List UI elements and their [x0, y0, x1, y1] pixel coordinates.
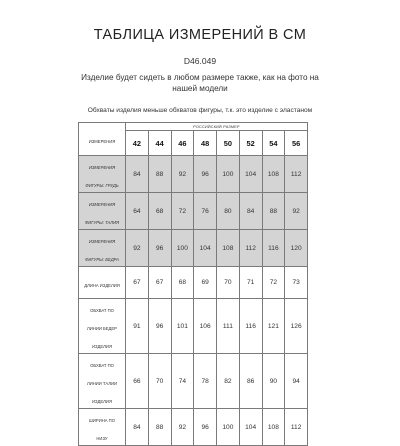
- fit-note: Изделие будет сидеть в любом размере также, как на фото на нашей модели: [81, 73, 319, 93]
- table-row: [79, 267, 308, 299]
- table-cell: 67: [148, 267, 171, 299]
- table-cell: 112: [285, 409, 308, 446]
- corner-label-text: ИЗМЕРЕНИЯ: [88, 139, 116, 144]
- table-cell: 104: [239, 409, 262, 446]
- table-cell: 100: [171, 230, 194, 267]
- table-cell: 96: [194, 156, 217, 193]
- size-table: [78, 122, 308, 446]
- table-cell: 106: [194, 299, 217, 354]
- table-cell: 64: [126, 193, 149, 230]
- stretch-note: Обхваты изделия меньше обхватов фигуры, т.к. это изделие с эластаном: [87, 107, 313, 114]
- row-label: ОБХВАТ ПО ЛИНИИ БЕДЕР ИЗДЕЛИЯ: [87, 308, 117, 349]
- row-label: ИЗМЕРЕНИЯ ФИГУРЫ: БЕДРА: [85, 239, 119, 262]
- table-cell: 91: [126, 299, 149, 354]
- table-cell: 70: [148, 354, 171, 409]
- table-cell: 66: [126, 354, 149, 409]
- table-cell: 96: [194, 409, 217, 446]
- table-cell: 116: [262, 230, 285, 267]
- table-cell: 100: [217, 156, 240, 193]
- table-cell: 73: [285, 267, 308, 299]
- table-cell: 78: [194, 354, 217, 409]
- table-cell: 108: [262, 409, 285, 446]
- table-cell: 84: [126, 156, 149, 193]
- table-cell: 80: [217, 193, 240, 230]
- table-cell: 120: [285, 230, 308, 267]
- table-cell: 67: [126, 267, 149, 299]
- row-label-cell: [79, 193, 126, 230]
- table-cell: 112: [285, 156, 308, 193]
- row-label: ШИРИНА ПО НИЗУ: [89, 418, 115, 441]
- row-label-cell: [79, 299, 126, 354]
- table-cell: 104: [239, 156, 262, 193]
- table-cell: 112: [239, 230, 262, 267]
- table-cell: 108: [217, 230, 240, 267]
- table-cell: 71: [239, 267, 262, 299]
- row-label-cell: [79, 267, 126, 299]
- table-row: [79, 230, 308, 267]
- table-cell: 90: [262, 354, 285, 409]
- size-table-body: [79, 123, 308, 446]
- size-header-cell: 48: [194, 131, 217, 156]
- size-header-cell: 56: [285, 131, 308, 156]
- russian-size-header: РОССИЙСКИЙ РАЗМЕР: [126, 123, 308, 131]
- table-cell: 72: [262, 267, 285, 299]
- table-cell: 69: [194, 267, 217, 299]
- table-cell: 101: [171, 299, 194, 354]
- table-cell: 92: [171, 156, 194, 193]
- size-header-cell: 44: [148, 131, 171, 156]
- table-cell: 68: [148, 193, 171, 230]
- table-cell: 126: [285, 299, 308, 354]
- size-header-cell: 52: [239, 131, 262, 156]
- table-cell: 82: [217, 354, 240, 409]
- table-cell: 74: [171, 354, 194, 409]
- table-cell: 88: [148, 409, 171, 446]
- table-cell: 84: [239, 193, 262, 230]
- table-cell: 108: [262, 156, 285, 193]
- table-cell: 104: [194, 230, 217, 267]
- table-row: [79, 299, 308, 354]
- page-title: ТАБЛИЦА ИЗМЕРЕНИЙ В СМ: [93, 27, 307, 43]
- table-row: [79, 409, 308, 446]
- table-cell: 76: [194, 193, 217, 230]
- size-header-cell: 50: [217, 131, 240, 156]
- table-cell: 84: [126, 409, 149, 446]
- table-cell: 96: [148, 230, 171, 267]
- table-cell: 121: [262, 299, 285, 354]
- table-row: [79, 354, 308, 409]
- table-cell: 86: [239, 354, 262, 409]
- table-cell: 88: [262, 193, 285, 230]
- row-label: ИЗМЕРЕНИЯ ФИГУРЫ: ТАЛИЯ: [84, 202, 120, 225]
- table-cell: 92: [285, 193, 308, 230]
- product-code: D46.049: [183, 56, 217, 66]
- table-cell: 92: [126, 230, 149, 267]
- row-label: ИЗМЕРЕНИЯ ФИГУРЫ: ГРУДЬ: [85, 165, 119, 188]
- table-cell: 70: [217, 267, 240, 299]
- size-header-cell: 42: [126, 131, 149, 156]
- row-label: ОБХВАТ ПО ЛИНИИ ТАЛИИ ИЗДЕЛИЯ: [86, 363, 118, 404]
- group-header-row: [79, 123, 308, 131]
- table-cell: 92: [171, 409, 194, 446]
- row-label-cell: [79, 354, 126, 409]
- table-row: [79, 156, 308, 193]
- table-cell: 111: [217, 299, 240, 354]
- row-label: ДЛИНА ИЗДЕЛИЯ: [84, 282, 120, 288]
- corner-label: [79, 123, 126, 156]
- table-cell: 96: [148, 299, 171, 354]
- row-label-cell: [79, 230, 126, 267]
- table-cell: 100: [217, 409, 240, 446]
- table-row: [79, 193, 308, 230]
- table-cell: 88: [148, 156, 171, 193]
- row-label-cell: [79, 409, 126, 446]
- table-cell: 116: [239, 299, 262, 354]
- table-cell: 68: [171, 267, 194, 299]
- table-cell: 72: [171, 193, 194, 230]
- table-cell: 94: [285, 354, 308, 409]
- size-header-cell: 46: [171, 131, 194, 156]
- size-header-cell: 54: [262, 131, 285, 156]
- row-label-cell: [79, 156, 126, 193]
